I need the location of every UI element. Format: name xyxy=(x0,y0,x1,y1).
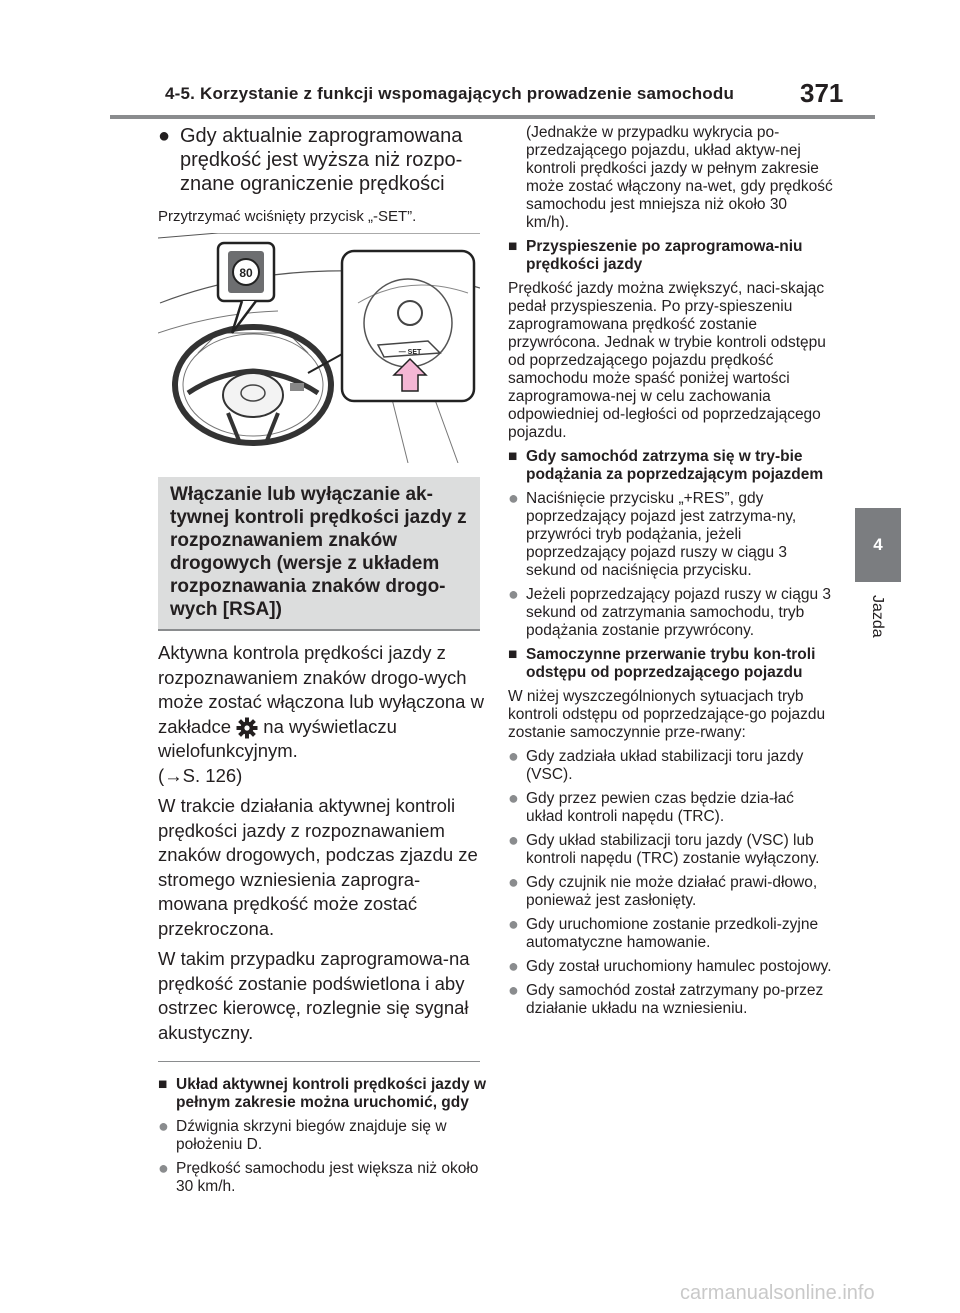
watermark: carmanualsonline.info xyxy=(680,1282,875,1304)
list-item-text: Gdy uruchomione zostanie przedkoli-zyjne automatyczne hamowanie. xyxy=(526,916,819,951)
speed-sign-value: 80 xyxy=(239,266,253,280)
right-column xyxy=(508,124,833,1024)
subsection-heading-text: Układ aktywnej kontroli prędkości jazdy w pełnym zakresie można uruchomić, gdy xyxy=(176,1076,487,1111)
paragraph: W takim przypadku zaprogramowa-na prędkość zostanie podświetlona i aby ostrzec kierowcę, rozlegnie się sygnał akustyczny. xyxy=(158,948,470,1043)
bullet-dot-icon: ● xyxy=(508,872,519,892)
square-bullet-icon: ■ xyxy=(508,448,518,465)
page-header-title: 4-5. Korzystanie z funkcji wspomagających prowadzenie samochodu xyxy=(165,84,735,103)
bullet-heading-line: znane ograniczenie prędkości xyxy=(180,173,445,195)
set-button-label: — SET xyxy=(398,349,422,356)
bullet-heading-line: prędkość jest wyższa niż rozpo- xyxy=(180,149,463,171)
bullet-heading xyxy=(158,124,488,196)
list-item xyxy=(508,586,833,640)
bullet-dot-icon: ● xyxy=(158,125,171,147)
list-item-text: Gdy przez pewien czas będzie dzia-łać układ kontroli napędu (TRC). xyxy=(526,790,794,825)
paragraph: W niżej wyszczególnionych sytuacjach tryb kontroli odstępu od poprzedzające-go pojazdu zostanie samoczynnie prze-rwany: xyxy=(508,688,826,741)
list-item xyxy=(508,958,833,976)
list-item-text: Gdy układ stabilizacji toru jazdy (VSC) lub kontroli napędu (TRC) zostanie wyłączony. xyxy=(526,832,820,867)
steering-wheel-drawing xyxy=(158,233,480,463)
section-divider xyxy=(158,1061,480,1062)
paragraph-text: Aktywna kontrola prędkości jazdy z rozpoznawaniem znaków drogo-wych może zostać włączona lub wyłączona w zakładce xyxy=(158,642,484,737)
list-item xyxy=(508,916,833,952)
list-item xyxy=(508,790,833,826)
list-item xyxy=(158,1118,488,1154)
page-number: 371 xyxy=(800,78,844,108)
square-bullet-icon: ■ xyxy=(508,238,518,255)
list-item xyxy=(508,982,833,1018)
square-bullet-icon: ■ xyxy=(508,646,518,663)
list-item-text: Jeżeli poprzedzający pojazd ruszy w ciągu 3 sekund od zatrzymania samochodu, tryb podążania zostanie przywrócony. xyxy=(526,586,831,639)
bullet-dot-icon: ● xyxy=(508,584,519,604)
bullet-dot-icon: ● xyxy=(508,746,519,766)
bullet-dot-icon: ● xyxy=(508,788,519,808)
bullet-dot-icon: ● xyxy=(508,830,519,850)
paragraph: W trakcie działania aktywnej kontroli prędkości jazdy z rozpoznawaniem znaków drogowych, podczas zjazdu ze stromego wzniesienia zaprogra-mowana prędkość może zostać przekroczona. xyxy=(158,795,478,939)
bullet-dot-icon: ● xyxy=(508,956,519,976)
list-item xyxy=(508,874,833,910)
bullet-dot-icon: ● xyxy=(508,488,519,508)
paragraph-text: na wyświetlaczu wielofunkcyjnym. xyxy=(158,715,397,761)
section-heading-box: Włączanie lub wyłączanie ak-tywnej kontroli prędkości jazdy z rozpoznawaniem znaków drogowych (wersje z układem rozpoznawania znaków drogo-wych [RSA]) xyxy=(158,477,480,631)
list-item xyxy=(508,832,833,868)
list-item-text: Naciśnięcie przycisku „+RES”, gdy poprzedzający pojazd jest zatrzyma-ny, przywróci tryb podążania, jeżeli poprzedzający pojazd ruszy w ciągu 3 sekund od naciśnięcia przycisku. xyxy=(526,490,797,579)
left-column xyxy=(158,124,488,1202)
chapter-label xyxy=(866,595,890,655)
subsection-heading xyxy=(508,646,833,682)
steering-wheel-illustration xyxy=(158,233,480,463)
page-reference-link[interactable]: (→S. 126) xyxy=(158,764,243,786)
continued-text: (Jednakże w przypadku wykrycia po-przedzającego pojazdu, układ aktyw-nej kontroli prędkości jazdy w pełnym zakresie może zostać włączony na-wet, gdy prędkość samochodu jest mniejsza niż około 30 km/h). xyxy=(526,124,833,231)
bullet-dot-icon: ● xyxy=(158,1116,169,1136)
list-item-text: Gdy czujnik nie może działać prawi-dłowo, ponieważ jest zasłonięty. xyxy=(526,874,818,909)
subsection-heading xyxy=(508,448,833,484)
list-item xyxy=(158,1160,488,1196)
list-item-text: Gdy samochód został zatrzymany po-przez działanie układu na wzniesieniu. xyxy=(526,982,824,1017)
bullet-dot-icon: ● xyxy=(508,980,519,1000)
list-item-text: Gdy został uruchomiony hamulec postojowy. xyxy=(526,958,832,975)
square-bullet-icon: ■ xyxy=(158,1076,168,1093)
paragraph: Prędkość jazdy można zwiększyć, naci-skając pedał przyspieszenia. Po przy-spieszeniu zaprogramowana prędkość zostanie przywrócona. Jednak w trybie kontroli odstępu od poprzedzającego pojazdu prędkość samochodu może spaść poniżej wartości zaprogramowa-nej w celu zachowania odpowiedniej od-ległości od poprzedzającego pojazdu. xyxy=(508,280,826,441)
instruction-note: Przytrzymać wciśnięty przycisk „-SET”. xyxy=(158,208,417,225)
paragraph xyxy=(158,641,488,788)
list-item-text: Dźwignia skrzyni biegów znajduje się w położeniu D. xyxy=(176,1118,447,1153)
subsection-heading-text: Samoczynne przerwanie trybu kon-troli odstępu od poprzedzającego pojazdu xyxy=(526,646,816,681)
gear-icon xyxy=(236,717,258,739)
bullet-dot-icon: ● xyxy=(158,1158,169,1178)
list-item xyxy=(508,748,833,784)
list-item-text: Gdy zadziała układ stabilizacji toru jazdy (VSC). xyxy=(526,748,804,783)
bullet-heading-line: Gdy aktualnie zaprogramowana xyxy=(180,125,463,147)
subsection-heading-text: Przyspieszenie po zaprogramowa-niu prędkości jazdy xyxy=(526,238,803,273)
header-divider xyxy=(110,115,875,119)
list-item xyxy=(508,490,833,580)
subsection-heading xyxy=(158,1076,488,1112)
list-item-text: Prędkość samochodu jest większa niż około 30 km/h. xyxy=(176,1160,479,1195)
chapter-label-text: Jazda xyxy=(869,595,886,638)
subsection-heading xyxy=(508,238,833,274)
chapter-tab[interactable]: 4 xyxy=(855,508,901,582)
subsection-heading-text: Gdy samochód zatrzyma się w try-bie podążania za poprzedzającym pojazdem xyxy=(526,448,824,483)
bullet-dot-icon: ● xyxy=(508,914,519,934)
